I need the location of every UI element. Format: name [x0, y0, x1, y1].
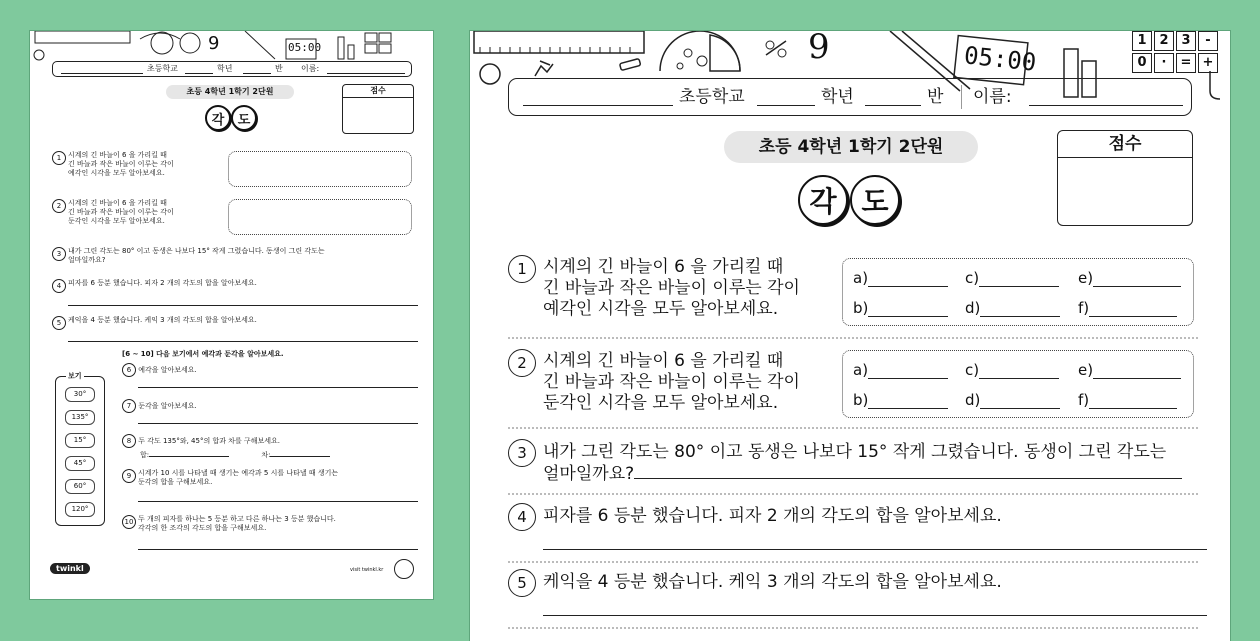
title: 각 도 — [205, 105, 257, 131]
question-4: 4 피자를 6 등분 했습니다. 피자 2 개의 각도의 합을 알아보세요. — [52, 279, 257, 288]
deco-nine-large: 9 — [808, 27, 830, 67]
header-box-large — [508, 78, 1192, 116]
header-box — [52, 61, 412, 77]
footer-url: visit twinkl.kr — [350, 567, 384, 573]
grade-label: 학년 — [217, 64, 233, 73]
worksheet-zoom: 9 05:00 1 2 3 - 0 · = + 초등학교 학년 반 이름: 초등 4학년 1학기 2단원 각 도 점수 1 시계의 긴 바늘이 6 을 가리킬 때 긴 바늘과 작은 바늘이 이루는 각이 예각인 시각을 모두 알아보세요. a) c) e) b) d) f) 2 시계의 긴 바늘이 6 을 가리킬 때 긴 바늘과 작은 바늘이 이루는 각이 둔각인 시각을 모두 알아보세요. a) c) e) b) d) f) 3 내가 그린 각도는 80° 이고 동생은 나보다 15° 작게 그렸습니다. 동생이 그린 각도는 얼마일까요? 4 피자를 6 등분 했습니다. 피자 2 개의 각도의 합을 알아보세요. 5 케익을 4 등분 했습니다. 케익 3 개의 각도의 합을 알아보세요. — [470, 31, 1230, 641]
question-3: 3 내가 그린 각도는 80° 이고 동생은 나보다 15° 작게 그렸습니다. 동생이 그린 각도는 얼마일까요? — [52, 247, 325, 265]
answer-box-2[interactable] — [228, 199, 412, 235]
question-2: 2 시계의 긴 바늘이 6 을 가리킬 때 긴 바늘과 작은 바늘이 이루는 각이 둔각인 시각을 모두 알아보세요. — [52, 199, 174, 226]
bogi-box: 보기 30° 135° 15° 45° 60° 120° — [55, 376, 105, 526]
deco-clock-text: 05:00 — [288, 41, 322, 54]
question-10: 10 두 개의 피자를 하나는 5 등분 하고 다른 하나는 3 등분 했습니다. 각각의 한 조각의 각도의 합을 구해보세요. — [122, 515, 336, 533]
question-1: 1 시계의 긴 바늘이 6 을 가리킬 때 긴 바늘과 작은 바늘이 이루는 각이 예각인 시각을 모두 알아보세요. — [52, 151, 174, 178]
score-box-large: 점수 — [1057, 130, 1193, 226]
answer-box-2-large[interactable]: a) c) e) b) d) f) — [842, 350, 1194, 418]
answer-line-5[interactable] — [543, 615, 1207, 616]
footer-logo: twinkl — [50, 563, 90, 574]
question-6: 6 예각을 알아보세요. — [122, 363, 197, 377]
question-5-large: 5 케익을 4 등분 했습니다. 케익 3 개의 각도의 합을 알아보세요. — [508, 571, 1002, 593]
answer-box-1-large[interactable]: a) c) e) b) d) f) — [842, 258, 1194, 326]
deco-nine: 9 — [208, 33, 220, 54]
section-instruction: [6 ~ 10] 다음 보기에서 예각과 둔각을 알아보세요. — [122, 350, 284, 358]
question-9: 9 시계가 10 시를 나타낼 때 생기는 예각과 5 시를 나타낼 때 생기는 둔각의 합을 구해보세요. — [122, 469, 338, 487]
class-label-large: 반 — [927, 87, 944, 107]
name-label: 이름: — [301, 64, 320, 73]
school-label-large: 초등학교 — [679, 87, 745, 107]
subtitle-pill-large: 초등 4학년 1학기 2단원 — [724, 131, 978, 163]
question-2-large: 2 시계의 긴 바늘이 6 을 가리킬 때 긴 바늘과 작은 바늘이 이루는 각이 둔각인 시각을 모두 알아보세요. — [508, 351, 800, 414]
question-7: 7 둔각을 알아보세요. — [122, 399, 197, 413]
name-label-large: 이름: — [973, 87, 1012, 107]
worksheet-preview — [30, 31, 433, 599]
question-4-large: 4 피자를 6 등분 했습니다. 피자 2 개의 각도의 합을 알아보세요. — [508, 505, 1002, 527]
question-8: 8 두 각도 135°와, 45°의 합과 차를 구해보세요. 합: 차: — [122, 434, 330, 460]
answer-box-1[interactable] — [228, 151, 412, 187]
school-label: 초등학교 — [147, 64, 178, 73]
class-label: 반 — [275, 64, 283, 73]
subtitle-pill: 초등 4학년 1학기 2단원 — [166, 85, 294, 99]
title-large: 각 도 — [798, 175, 900, 225]
question-5: 5 케익을 4 등분 했습니다. 케익 3 개의 각도의 합을 알아보세요. — [52, 316, 257, 325]
grade-label-large: 학년 — [821, 87, 854, 107]
question-3-large: 3 내가 그린 각도는 80° 이고 동생은 나보다 15° 작게 그렸습니다. 동생이 그린 각도는 얼마일까요? — [508, 441, 1182, 485]
footer-badge — [394, 559, 414, 579]
score-box: 점수 — [342, 84, 414, 134]
question-1-large: 1 시계의 긴 바늘이 6 을 가리킬 때 긴 바늘과 작은 바늘이 이루는 각이 예각인 시각을 모두 알아보세요. — [508, 257, 800, 320]
answer-line-4[interactable] — [543, 549, 1207, 550]
deco-clock-text-large: 05:00 — [962, 41, 1038, 77]
